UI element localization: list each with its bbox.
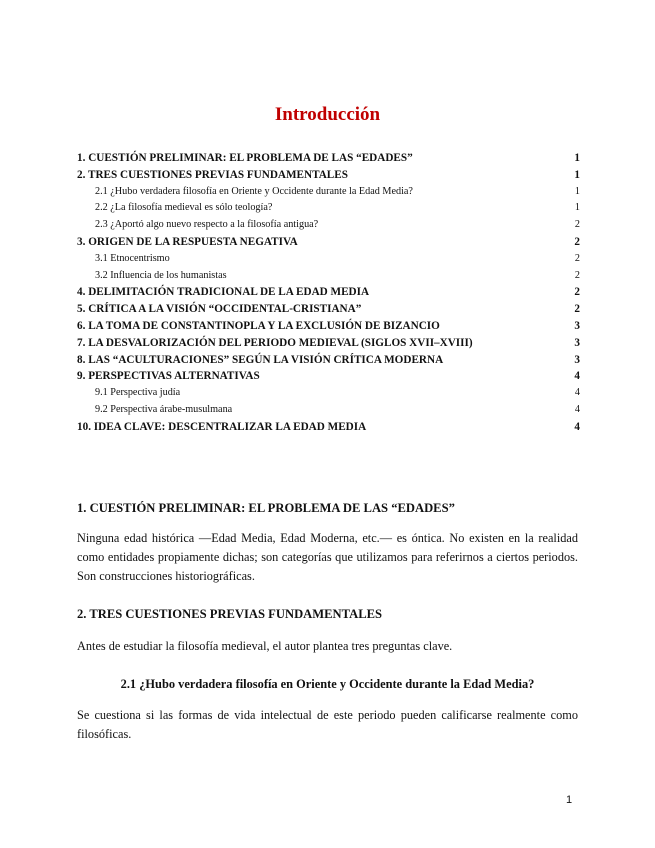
toc-entry-label: 3.2 Influencia de los humanistas [95, 269, 227, 281]
toc-entry-page: 2 [574, 286, 580, 299]
toc-entry-page: 4 [574, 370, 580, 383]
toc-entry-label: 6. LA TOMA DE CONSTANTINOPLA Y LA EXCLUSIÓN DE BIZANCIO [77, 319, 440, 332]
toc-entry-page: 1 [574, 185, 580, 197]
toc-entry-page: 2 [574, 303, 580, 316]
toc-subentry[interactable] [77, 268, 580, 285]
section-1-paragraph: Ninguna edad histórica —Edad Media, Edad Moderna, etc.— es óntica. No existen en la realidad como entidades propiamente dichas; son categorías que utilizamos para referirnos a ciertos periodos. Son construcciones historiográficas. [77, 531, 578, 583]
toc-entry-label: 9.1 Perspectiva judía [95, 387, 181, 399]
toc-subentry[interactable] [77, 217, 580, 234]
toc-entry-label: 9.2 Perspectiva árabe-musulmana [95, 403, 233, 415]
toc-entry-label: 7. LA DESVALORIZACIÓN DEL PERIODO MEDIEVAL (SIGLOS XVII–XVIII) [77, 336, 473, 349]
toc-entry-label: 3. ORIGEN DE LA RESPUESTA NEGATIVA [77, 235, 298, 248]
section-2-1-paragraph: Se cuestiona si las formas de vida intelectual de este periodo pueden calificarse realmente como filosóficas. [77, 708, 578, 741]
toc-subentry[interactable] [77, 251, 580, 268]
toc-entry-page: 4 [574, 387, 580, 399]
page-number: 1 [566, 794, 573, 806]
toc-entry-label: 2.2 ¿La filosofía medieval es sólo teología? [95, 202, 273, 214]
toc-entry-page: 1 [574, 152, 580, 164]
toc-entry-page: 3 [574, 319, 580, 332]
toc-entry-page: 3 [574, 353, 580, 366]
toc-entry[interactable] [77, 419, 580, 436]
toc-entry-page: 2 [574, 252, 580, 264]
toc-entry-label: 3.1 Etnocentrismo [95, 252, 170, 264]
toc-entry[interactable] [77, 234, 580, 251]
section-2-1-heading: 2.1 ¿Hubo verdadera filosofía en Oriente y Occidente durante la Edad Media? [120, 677, 535, 691]
document-title: Introducción [274, 104, 381, 125]
toc-entry-label: 2.1 ¿Hubo verdadera filosofía en Oriente y Occidente durante la Edad Media? [95, 185, 413, 197]
section-2-paragraph: Antes de estudiar la filosofía medieval, el autor plantea tres preguntas clave. [77, 639, 453, 653]
toc-entry[interactable] [77, 301, 580, 318]
toc-entry[interactable] [77, 335, 580, 352]
toc-entry-page: 1 [574, 168, 580, 181]
toc-entry[interactable] [77, 167, 580, 184]
toc-subentry[interactable] [77, 385, 580, 402]
toc-subentry[interactable] [77, 402, 580, 419]
toc-entry-page: 4 [574, 420, 580, 433]
toc-entry-label: 10. IDEA CLAVE: DESCENTRALIZAR LA EDAD MEDIA [77, 420, 367, 433]
toc-entry[interactable] [77, 284, 580, 301]
toc-entry-page: 2 [574, 269, 580, 281]
toc-entry-label: 5. CRÍTICA A LA VISIÓN “OCCIDENTAL-CRISTIANA” [77, 303, 362, 316]
toc-subentry[interactable] [77, 184, 580, 201]
toc-entry[interactable] [77, 368, 580, 385]
section-1-heading: 1. CUESTIÓN PRELIMINAR: EL PROBLEMA DE LAS “EDADES” [77, 501, 455, 515]
toc-entry-page: 3 [574, 336, 580, 349]
toc-entry-label: 9. PERSPECTIVAS ALTERNATIVAS [77, 370, 260, 383]
toc-entry[interactable] [77, 318, 580, 335]
toc-entry-label: 2. TRES CUESTIONES PREVIAS FUNDAMENTALES [77, 168, 348, 181]
toc-entry-page: 2 [574, 219, 580, 231]
toc-entry-label: 1. CUESTIÓN PRELIMINAR: EL PROBLEMA DE LAS “EDADES” [77, 152, 413, 164]
table-of-contents [77, 150, 580, 436]
toc-entry-label: 2.3 ¿Aportó algo nuevo respecto a la filosofía antigua? [95, 219, 319, 231]
toc-entry[interactable] [77, 352, 580, 369]
toc-entry-label: 8. LAS “ACULTURACIONES” SEGÚN LA VISIÓN CRÍTICA MODERNA [77, 353, 444, 366]
toc-entry-page: 2 [574, 235, 580, 248]
toc-subentry[interactable] [77, 200, 580, 217]
toc-entry-page: 1 [574, 202, 580, 214]
toc-entry-page: 4 [574, 403, 580, 415]
section-2-heading: 2. TRES CUESTIONES PREVIAS FUNDAMENTALES [77, 607, 382, 621]
toc-entry[interactable] [77, 150, 580, 167]
toc-entry-label: 4. DELIMITACIÓN TRADICIONAL DE LA EDAD MEDIA [77, 286, 370, 299]
